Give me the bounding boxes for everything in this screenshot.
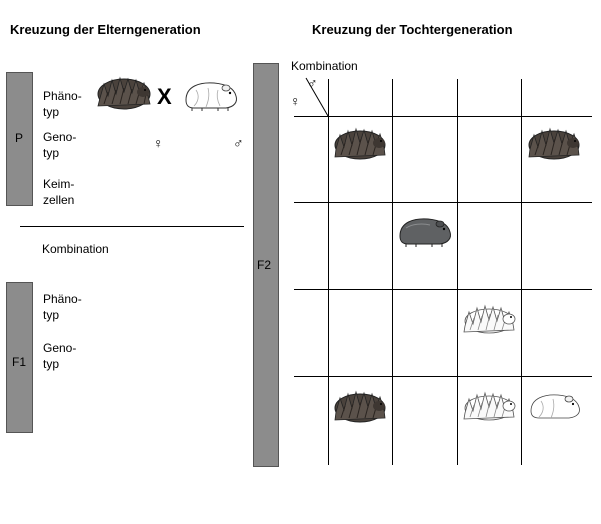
grid-vline-4 bbox=[521, 79, 522, 465]
cross-symbol: X bbox=[157, 84, 172, 109]
grid-hline-3 bbox=[294, 289, 592, 290]
corner-female-icon: ♀ bbox=[290, 93, 301, 109]
f1-generation-bar bbox=[6, 282, 33, 433]
parent-smooth-white-guinea-pig bbox=[182, 78, 240, 112]
grid-hline-2 bbox=[294, 202, 592, 203]
male-icon: ♂ bbox=[233, 135, 244, 151]
p-genotyp-label: Geno- typ bbox=[43, 130, 77, 160]
p-generation-bar bbox=[6, 72, 33, 206]
parent-rough-dark-guinea-pig bbox=[96, 74, 152, 112]
left-kombination-label: Kombination bbox=[42, 242, 109, 256]
f1-label: F1 bbox=[12, 355, 27, 369]
grid-smooth-dark-guinea-pig bbox=[396, 214, 454, 248]
f2-generation-bar bbox=[253, 63, 279, 467]
grid-rough-white-guinea-pig bbox=[462, 302, 518, 336]
grid-rough-dark-guinea-pig bbox=[333, 389, 387, 425]
grid-vline-3 bbox=[457, 79, 458, 465]
grid-rough-dark-guinea-pig bbox=[333, 126, 387, 162]
left-divider bbox=[20, 226, 244, 227]
f1-genotyp-label: Geno- typ bbox=[43, 341, 77, 371]
grid-vline-1 bbox=[328, 79, 329, 465]
right-kombination-label: Kombination bbox=[291, 59, 358, 73]
grid-hline-1 bbox=[294, 116, 592, 117]
grid-smooth-white-guinea-pig bbox=[527, 390, 583, 422]
p-label: P bbox=[15, 131, 24, 145]
grid-vline-2 bbox=[392, 79, 393, 465]
keimzellen-label: Keim- zellen bbox=[43, 177, 75, 207]
left-title: Kreuzung der Elterngeneration bbox=[10, 22, 201, 37]
grid-rough-white-guinea-pig bbox=[462, 389, 518, 423]
f2-label: F2 bbox=[257, 258, 272, 272]
grid-hline-4 bbox=[294, 376, 592, 377]
p-phaenotyp-label: Phäno- typ bbox=[43, 89, 82, 119]
f1-phaenotyp-label: Phäno- typ bbox=[43, 292, 82, 322]
corner-male-icon: ♂ bbox=[307, 75, 318, 91]
female-icon: ♀ bbox=[153, 135, 164, 151]
right-title: Kreuzung der Tochtergeneration bbox=[312, 22, 513, 37]
grid-rough-dark-guinea-pig bbox=[527, 126, 581, 162]
